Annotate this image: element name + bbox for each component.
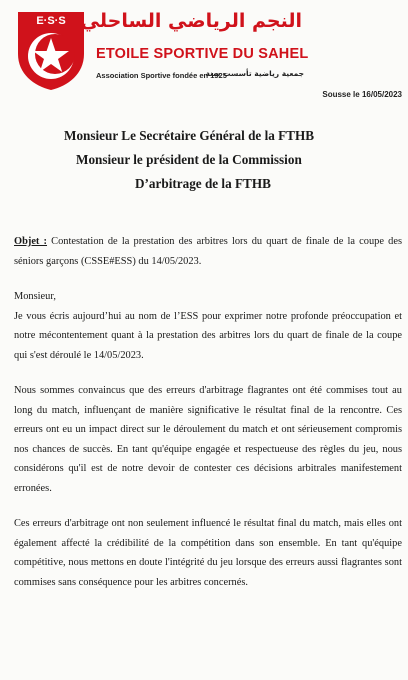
- recipient-line-3: D’arbitrage de la FTHB: [135, 176, 271, 191]
- letterhead: [0, 0, 408, 100]
- paragraph-2: Nous sommes convaincus que des erreurs d'arbitrage flagrantes ont été commises tout au long du match, influençant de manière significative le résultat final de la rencontre. Ces erreurs ont eu un impact direct sur le déroulement du match et ont sérieusement compromis nos chances de succès. En tant qu'équipe engagée et respectueuse des règles du jeu, nous considérons qu'il est de notre devoir de contester ces décisions arbitrales manifestement erronées.: [14, 385, 402, 494]
- letter-date: Sousse le 16/05/2023: [322, 90, 402, 99]
- paragraph-3: Ces erreurs d'arbitrage ont non seulement influencé le résultat final du match, mais elles ont également affecté la crédibilité de la compétition dans son ensemble. En tant qu'équipe compétitive, nous mettons en doute l'intégrité du jeu lorsque des erreurs aussi flagrantes sont commises sans conséquence pour les arbitres concernés.: [14, 518, 402, 588]
- club-name-latin: ETOILE SPORTIVE DU SAHEL: [96, 46, 309, 62]
- object-line: [14, 232, 402, 271]
- object-label: Objet :: [14, 236, 48, 247]
- salutation: Monsieur,: [14, 291, 57, 302]
- object-text: Contestation de la prestation des arbitres lors du quart de finale de la coupe des séniors garçons (CSSE#ESS) du 14/05/2023.: [14, 236, 402, 267]
- club-name-arabic: النجم الرياضي الساحلي: [80, 10, 302, 32]
- letter-body: [14, 232, 402, 608]
- association-founded-fr: Association Sportive fondée en 1925: [96, 71, 227, 80]
- recipient-line-1: Monsieur Le Secrétaire Général de la FTHB: [64, 128, 315, 143]
- crest-lettering: E·S·S: [36, 15, 66, 27]
- club-crest-icon: [14, 8, 88, 92]
- paragraph-1: Je vous écris aujourd’hui au nom de l’ESS pour exprimer notre profonde préoccupation et notre mécontentement quant à la prestation des arbitres lors du quart de finale de la coupe qui s'est déroulé le 14/05/2023.: [14, 310, 402, 361]
- recipient-line-2: Monsieur le président de la Commission: [76, 152, 302, 167]
- association-founded-ar: جمعية رياضية تأسست سنة: [205, 69, 304, 78]
